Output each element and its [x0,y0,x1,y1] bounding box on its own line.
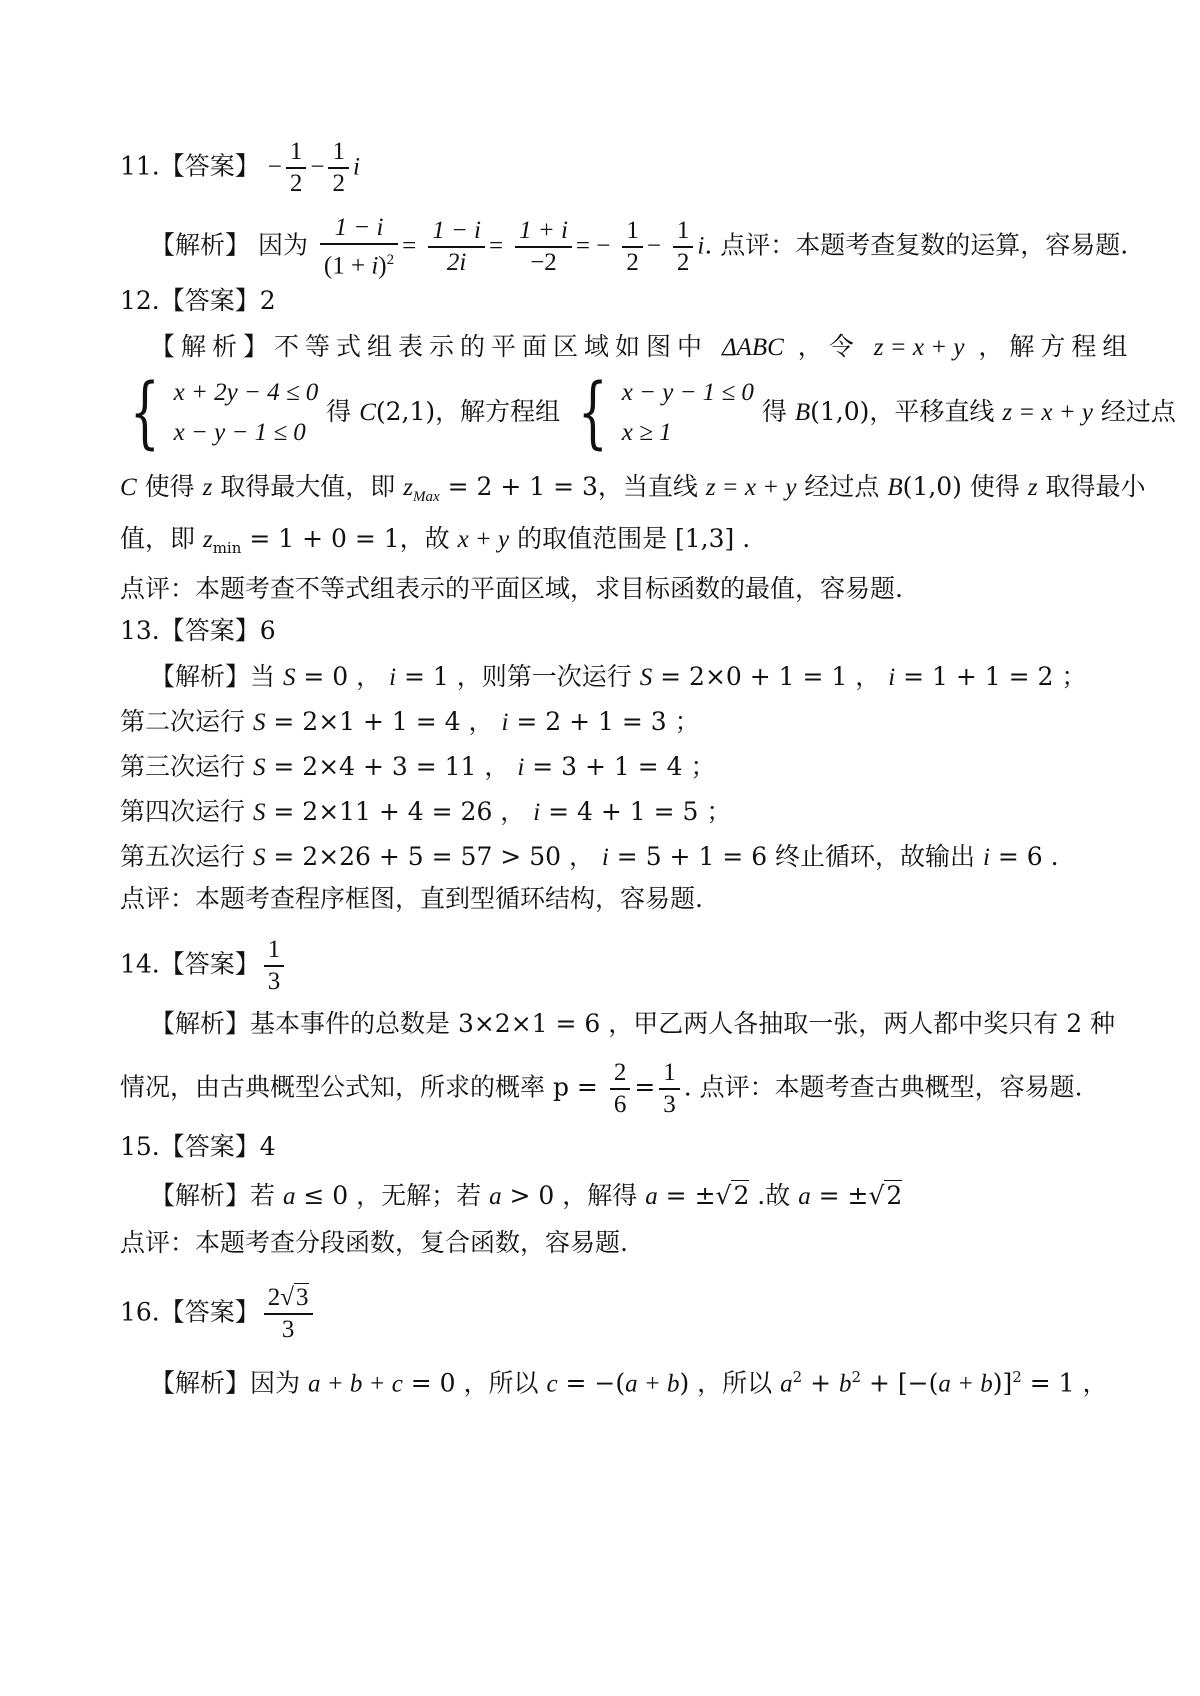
q13-line2: 第二次运行 S = 2×1 + 1 = 4 ， i = 2 + 1 = 3 ； [120,707,700,736]
q11-head: 11.【答案】 [120,151,260,181]
q13-comment: 点评：本题考查程序框图，直到型循环结构，容易题. [120,884,703,913]
q11-analysis-line: 【解析】 因为 $\frac{1 - i}{(1 + i)^2}$ = $\frac{1 - i}{2i}$ = $\frac{1 + i}{-2}$ = − $\frac{1}{2}$ − $\frac{1}{2}$ i. 点评：本题考查复数的运算，容易题. [150,214,1129,279]
q13-line1: 【解析】当 S = 0 ， i = 1 ，则第一次运行 S = 2×0 + 1 = 1 ， i = 1 + 1 = 2 ； [150,662,1087,691]
q12-comment: 点评：本题考查不等式组表示的平面区域，求目标函数的最值，容易题. [120,574,903,603]
q11-comment: . 点评：本题考查复数的运算，容易题. [704,230,1129,260]
q13-line5: 第五次运行 S = 2×26 + 5 = 57 > 50 ， i = 5 + 1 = 6 终止循环，故输出 i = 6 . [120,842,1059,871]
q15-line1: 【解析】若 a ≤ 0 ，无解；若 a > 0 ，解得 a = ±√2 .故 a = ±√2 [150,1181,903,1210]
q16-answer-line: 16.【答案】 $\frac{2√3}{3}$ [120,1283,317,1345]
q15-comment: 点评：本题考查分段函数，复合函数，容易题. [120,1228,628,1257]
q15-head: 15.【答案】4 [120,1132,276,1161]
q14-answer-line: 14.【答案】 $\frac{1}{3}$ [120,935,288,997]
q12-line1: 【解析】不等式组表示的平面区域如图中 ΔABC ，令 z = x + y ，解方程组 [150,332,1134,361]
q12-line4: 值，即 $z_{min} = 1 + 0 = 1$，故 x + y 的取值范围是 [1,3] . [120,524,751,557]
q11-answer-line: 11.【答案】 − $\frac{1}{2}$ − $\frac{1}{2}$ i [120,138,360,197]
q16-line1: 【解析】因为 a + b + c = 0 ，所以 c = −(a + b) ，所以 $a^2 + b^2 + [-(a + b)]^2 = 1$ ， [150,1368,1108,1398]
q12-head: 12.【答案】2 [120,286,276,315]
q13-line4: 第四次运行 S = 2×11 + 4 = 26 ， i = 4 + 1 = 5 ； [120,797,732,826]
q13-line3: 第三次运行 S = 2×4 + 3 = 11 ， i = 3 + 1 = 4 ； [120,752,716,781]
q13-head: 13.【答案】6 [120,616,276,645]
q14-line2: 情况，由古典概型公式知，所求的概率 p = $\frac{2}{6}$ = $\frac{1}{3}$ . 点评：本题考查古典概型，容易题. [120,1059,1083,1118]
q14-line1: 【解析】基本事件的总数是 3×2×1 = 6 ，甲乙两人各抽取一张，两人都中奖只有 2 种 [150,1009,1116,1038]
q12-line3: C 使得 z 取得最大值，即 $z_{Max} = 2 + 1 = 3$，当直线 z = x + y 经过点 B(1,0) 使得 z 取得最小 [120,472,1146,505]
q12-line2: { x + 2y − 4 ≤ 0 x − y − 1 ≤ 0 得 C(2,1)，解方程组 { x − y − 1 ≤ 0 x ≥ 1 得 B(1,0)，平移直线 z = x + y 经过点 [129,368,1176,458]
